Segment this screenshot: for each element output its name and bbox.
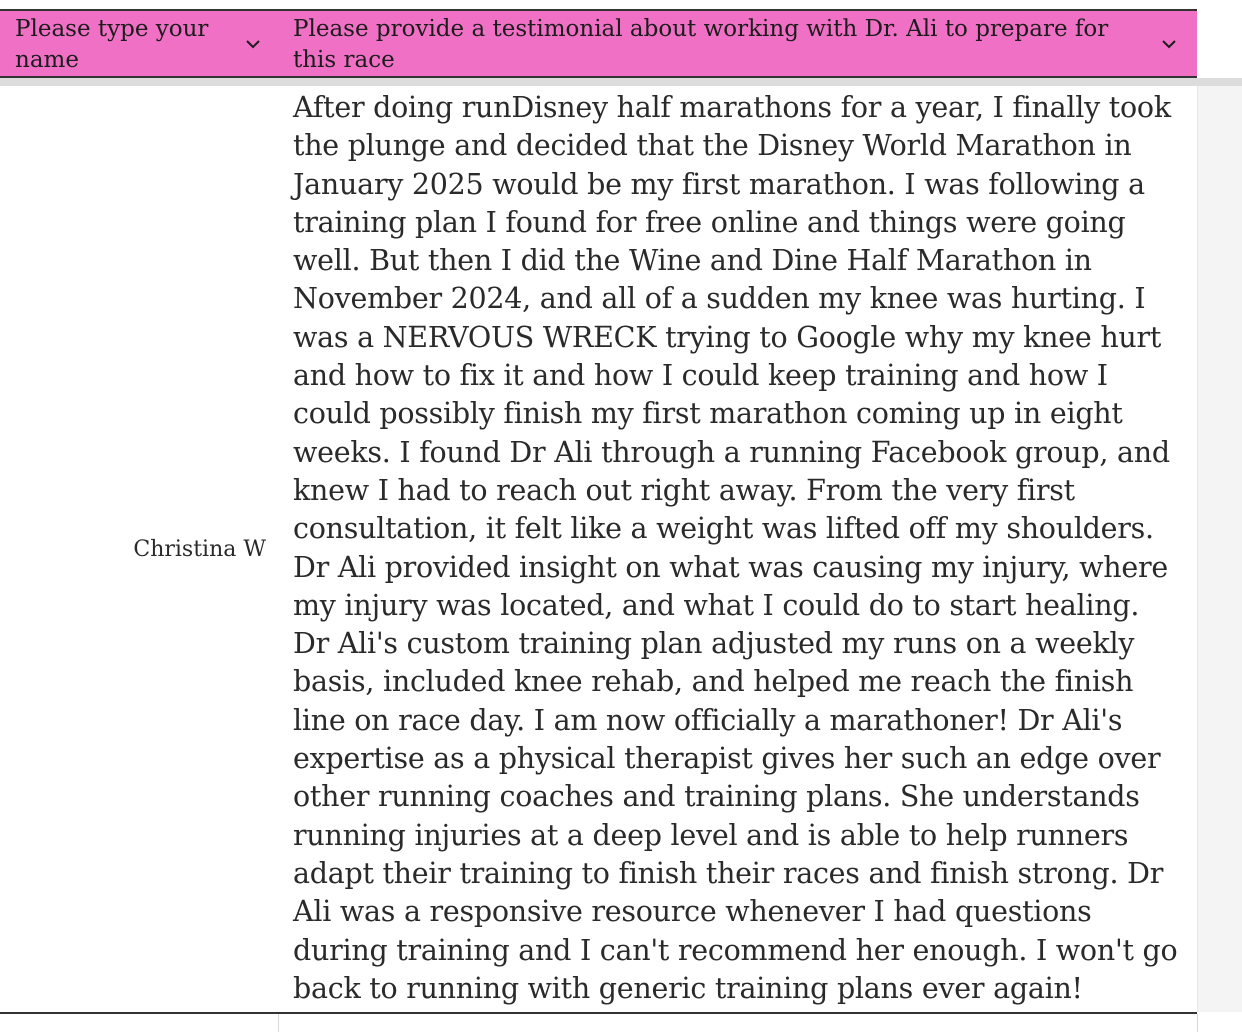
column-header-name[interactable]: Please type your name <box>15 16 209 73</box>
table-row <box>0 86 1242 1012</box>
chevron-down-icon[interactable] <box>1160 35 1178 53</box>
header-gutter <box>1197 9 1242 78</box>
column-divider <box>278 1014 279 1032</box>
chevron-down-icon[interactable] <box>244 35 262 53</box>
table-header <box>0 9 1197 78</box>
testimonial-cell: After doing runDisney half marathons for a year, I finally took the plunge and decided that the Disney World Marathon in January 2025 would be my first marathon. I was following a training plan I found for free online and things were going well. But then I did the Wine and Dine Half Marathon in November 2024, and all of a sudden my knee was hurting. I was a NERVOUS WRECK trying to Google why my knee hurt and how to fix it and how I could keep training and how I could possibly finish my first marathon coming up in eight weeks. I found Dr Ali through a running Facebook group, and knew I had to reach out right away. From the very first consultation, it felt like a weight was lifted off my shoulders. Dr Ali provided insight on what was causing my injury, where my injury was located, and what I could do to start healing. Dr Ali's custom training plan adjusted my runs on a weekly basis, included knee rehab, and helped me reach the finish line on race day. I am now officially a marathoner! Dr Ali's expertise as a physical therapist gives her such an edge over other running coaches and training plans. She understands running injuries at a deep level and is able to help runners adapt their training to finish their races and finish strong. Dr Ali was a responsive resource whenever I had questions during training and I can't recommend her enough. I won't go back to running with generic training plans ever again! <box>293 91 1178 1005</box>
table-row <box>0 1014 1242 1032</box>
name-cell: Christina W <box>133 536 266 562</box>
scroll-gutter <box>1197 86 1242 1012</box>
header-separator <box>0 78 1242 86</box>
column-header-testimonial[interactable]: Please provide a testimonial about working with Dr. Ali to prepare for this race <box>293 16 1109 73</box>
column-divider <box>1197 1014 1198 1032</box>
top-strip <box>0 0 1242 9</box>
